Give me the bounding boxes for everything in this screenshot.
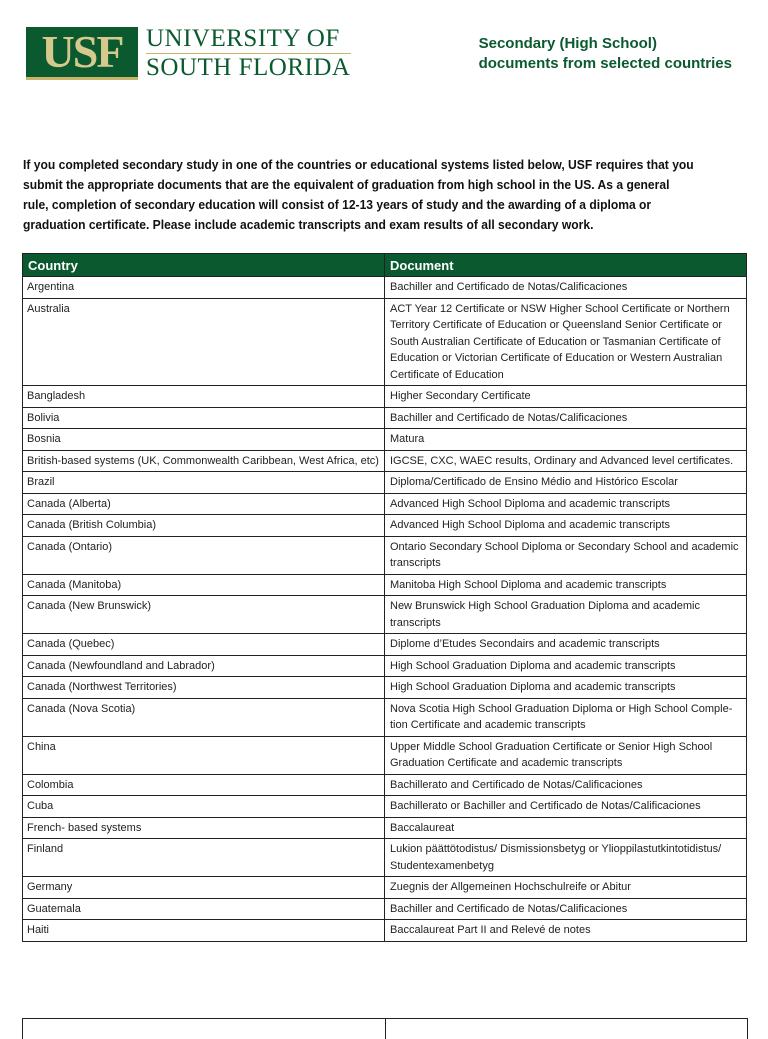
cell-country: French- based systems [23,817,385,839]
cell-country: Brazil [23,472,385,494]
logo-mark-text: USF [41,26,123,77]
cell-country: Canada (Northwest Territories) [23,677,385,699]
page-header [26,24,746,84]
table-row [23,920,747,942]
table-row [23,277,747,299]
table-row [23,736,747,774]
table-row [23,429,747,451]
cell-document: High School Graduation Diploma and academic transcripts [385,655,747,677]
cell-document: Advanced High School Diploma and academic transcripts [385,493,747,515]
cell-document: Bachillerato or Bachiller and Certificado de Notas/Calificaciones [385,796,747,818]
table-row [23,774,747,796]
cell-document: Ontario Secondary School Diploma or Secondary School and academic transcripts [385,536,747,574]
cell-country: Canada (Nova Scotia) [23,698,385,736]
cell-document: Diploma/Certificado de Ensino Médio and Histórico Escolar [385,472,747,494]
cell-country: Canada (Quebec) [23,634,385,656]
table-row [23,298,747,386]
cell-country: Canada (Manitoba) [23,574,385,596]
logo-line-2: SOUTH FLORIDA [146,54,351,81]
table-row [23,698,747,736]
cell-country: Haiti [23,920,385,942]
cell-country: Argentina [23,277,385,299]
cell-country: Cuba [23,796,385,818]
cell-document: Baccalaureat Part II and Relevé de notes [385,920,747,942]
documents-table [22,253,747,942]
table-row [23,677,747,699]
document-title-line-1: Secondary (High School) [478,35,657,52]
table-row [23,472,747,494]
table-row [23,817,747,839]
next-page-table-edge [22,1018,748,1039]
cell-document: Diplome d’Etudes Secondairs and academic transcripts [385,634,747,656]
usf-logo-mark [26,27,138,80]
column-header-document: Document [385,254,747,277]
cell-country: Canada (Newfoundland and Labrador) [23,655,385,677]
table-row [23,898,747,920]
cell-document: Bachiller and Certificado de Notas/Calificaciones [385,898,747,920]
table-row [23,877,747,899]
table-row [23,574,747,596]
cell-document: Matura [385,429,747,451]
table-row [23,386,747,408]
cell-country: Canada (Ontario) [23,536,385,574]
cell-country: China [23,736,385,774]
cell-document: Zuegnis der Allgemeinen Hochschulreife or Abitur [385,877,747,899]
table-row [23,536,747,574]
cell-document: IGCSE, CXC, WAEC results, Ordinary and Advanced level certificates. [385,450,747,472]
cell-country: Australia [23,298,385,386]
cell-document: Upper Middle School Graduation Certificate or Senior High School Graduation Certificate and academic transcripts [385,736,747,774]
cell-document: Baccalaureat [385,817,747,839]
table-row [23,515,747,537]
cell-document: Nova Scotia High School Graduation Diploma or High School Comple-tion Certificate and academic transcripts [385,698,747,736]
table-row [23,493,747,515]
cell-document: High School Graduation Diploma and academic transcripts [385,677,747,699]
cell-country: Guatemala [23,898,385,920]
cell-document: Advanced High School Diploma and academic transcripts [385,515,747,537]
table-row [23,655,747,677]
cell-document: Higher Secondary Certificate [385,386,747,408]
intro-paragraph: If you completed secondary study in one of the countries or educational systems listed below, USF requires that you submit the appropriate documents that are the equivalent of graduation from high school in the US. As a general rule, completion of secondary education will consist of 12-13 years of study and the awarding of a diploma or graduation certificate. Please include academic transcripts and exam results of all secondary work. [23,157,694,232]
cell-country: Finland [23,839,385,877]
column-header-country: Country [23,254,385,277]
cell-country: Bosnia [23,429,385,451]
cell-country: Canada (Alberta) [23,493,385,515]
table-row [23,407,747,429]
logo-line-1: UNIVERSITY OF [146,25,340,52]
cell-document: Bachiller and Certificado de Notas/Calificaciones [385,407,747,429]
usf-logo [26,26,351,81]
table-row [23,839,747,877]
logo-wordmark [146,26,351,81]
cell-country: Colombia [23,774,385,796]
table-row [23,596,747,634]
cell-country: Canada (British Columbia) [23,515,385,537]
document-title-line-2: documents from selected countries [478,55,732,72]
table-row [23,450,747,472]
table-row [23,796,747,818]
document-title [479,34,732,74]
cell-document: New Brunswick High School Graduation Diploma and academic transcripts [385,596,747,634]
cell-country: British-based systems (UK, Commonwealth Caribbean, West Africa, etc) [23,450,385,472]
cell-country: Bangladesh [23,386,385,408]
cell-document: ACT Year 12 Certificate or NSW Higher School Certificate or Northern Territory Certificate of Education or Queensland Senior Certificate or South Australian Certificate of Education or Tasmanian Certificate of Education or Victorian Certificate of Education or Western Australian Certificate of Education [385,298,747,386]
cell-country: Germany [23,877,385,899]
cell-document: Bachiller and Certificado de Notas/Calificaciones [385,277,747,299]
cell-document: Manitoba High School Diploma and academic transcripts [385,574,747,596]
cell-document: Lukion päättötodistus/ Dismissionsbetyg or Ylioppilastutkintotidistus/ Studentexamenbetyg [385,839,747,877]
table-row [23,634,747,656]
cell-document: Bachillerato and Certificado de Notas/Calificaciones [385,774,747,796]
column-divider [385,1019,386,1039]
table-header-row [23,254,747,277]
cell-country: Bolivia [23,407,385,429]
table-body [23,277,747,942]
cell-country: Canada (New Brunswick) [23,596,385,634]
